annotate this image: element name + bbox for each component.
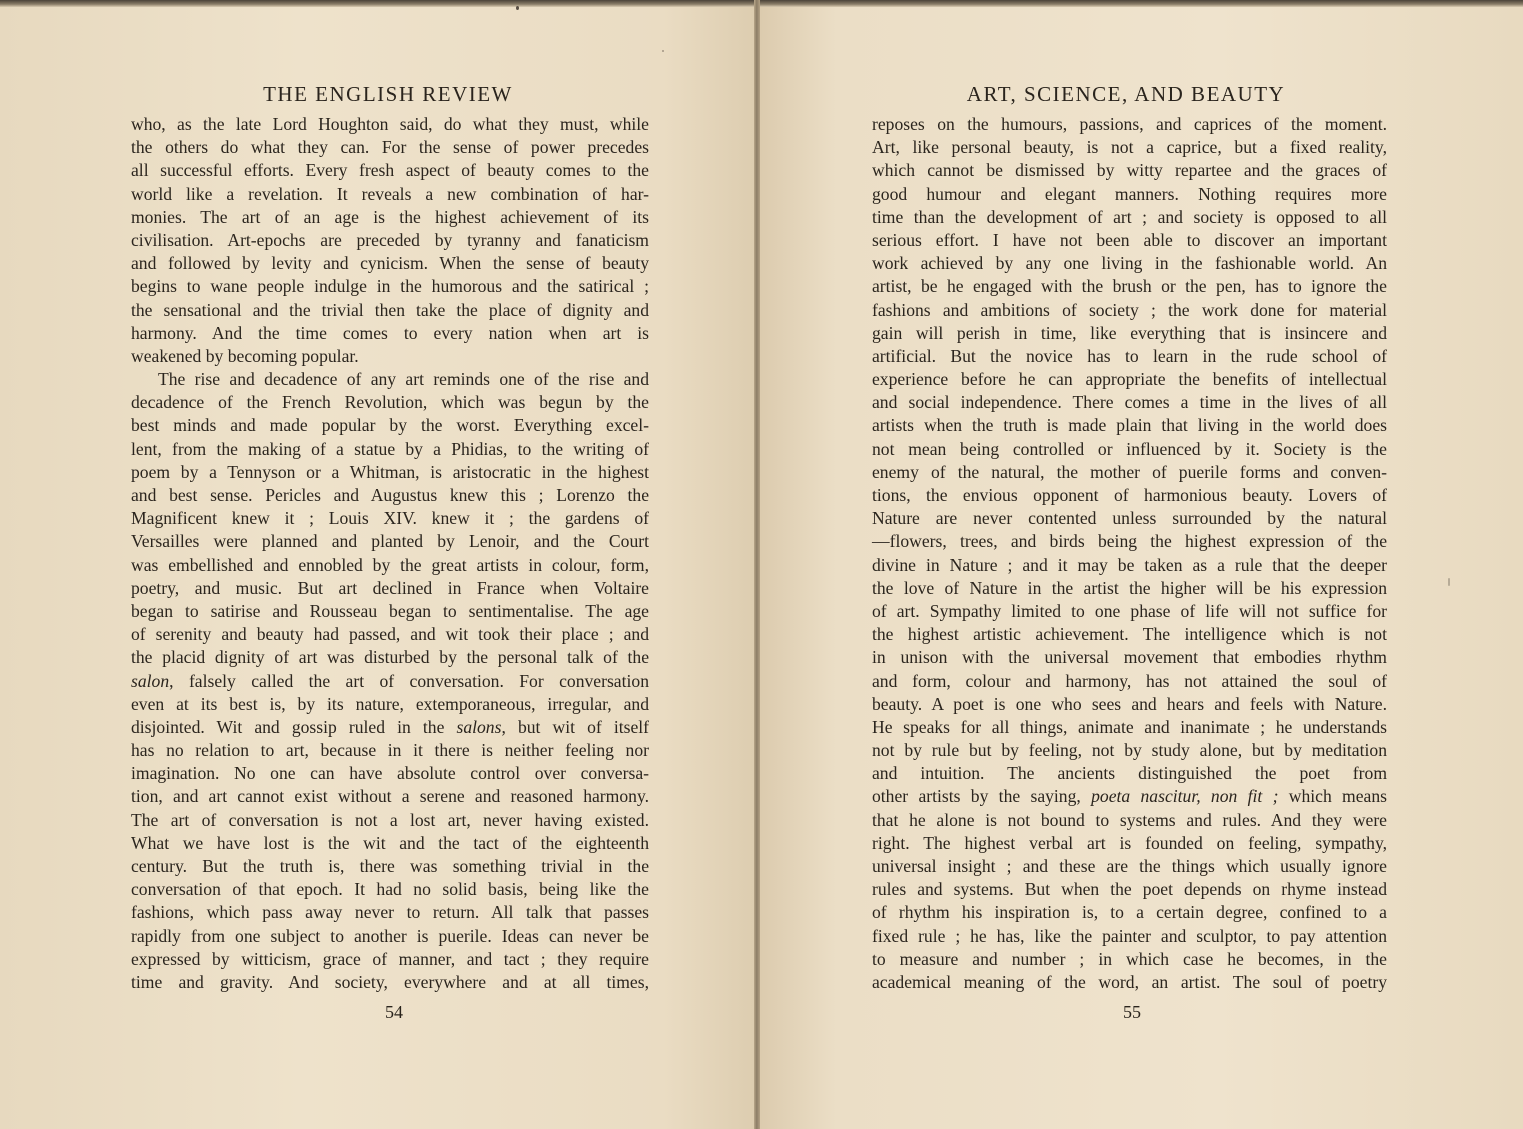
text-line: Art, like personal beauty, is not a caprice, but a fixed reality,: [872, 137, 1387, 158]
left-page-body: [131, 113, 649, 994]
text-line: academical meaning of the word, an artist. The soul of poetry: [872, 971, 1387, 992]
right-page: [760, 7, 1523, 1129]
text-line: decadence of the French Revolution, which was begun by the: [131, 392, 649, 413]
text-line: Nature are never contented unless surrounded by the natural: [872, 508, 1387, 529]
text-line: tions, the envious opponent of harmonious beauty. Lovers of: [872, 485, 1387, 505]
text-line: beauty. A poet is one who sees and hears and feels with Nature.: [872, 693, 1387, 714]
page-number-right: 55: [1123, 1002, 1141, 1022]
page-number-left: 54: [385, 1002, 403, 1022]
text-line: gain will perish in time, like everything that is insincere and: [872, 322, 1387, 343]
text-line: time and gravity. And society, everywhere and at all times,: [131, 971, 649, 992]
text-line: civilisation. Art-epochs are preceded by tyranny and fanaticism: [131, 229, 649, 250]
text-line: the others do what they can. For the sense of power precedes: [131, 137, 649, 158]
left-page: [0, 7, 754, 1129]
text-line: world like a revelation. It reveals a new combination of har-: [131, 183, 649, 204]
text-line: He speaks for all things, animate and inanimate ; he understands: [872, 716, 1387, 737]
text-line: right. The highest verbal art is founded on feeling, sympathy,: [872, 832, 1387, 853]
text-line: not by rule but by feeling, not by study alone, but by meditation: [872, 740, 1387, 761]
book-top-edge: [0, 0, 1523, 7]
text-line: the placid dignity of art was disturbed by the personal talk of the: [131, 647, 649, 668]
text-line: rules and systems. But when the poet depends on rhyme instead: [872, 879, 1387, 900]
text-line: even at its best is, by its nature, extemporaneous, irregular, and: [131, 693, 649, 714]
text-line: best minds and made popular by the worst. Everything excel-: [131, 415, 649, 436]
text-line: the love of Nature in the artist the higher will be his expression: [872, 577, 1387, 598]
text-line: century. But the truth is, there was something trivial in the: [131, 856, 649, 876]
text-line: and social independence. There comes a time in the lives of all: [872, 392, 1387, 413]
text-line: What we have lost is the wit and the tact of the eighteenth: [131, 832, 649, 853]
paper-speck: [516, 6, 519, 10]
text-line: The rise and decadence of any art reminds one of the rise and: [158, 369, 649, 390]
text-line: begins to wane people indulge in the humorous and the satirical ;: [131, 276, 649, 297]
text-line: disjointed. Wit and gossip ruled in the salons, but wit of itself: [131, 716, 649, 737]
text-line: has no relation to art, because in it there is neither feeling nor: [131, 740, 649, 761]
text-line: in unison with the universal movement that embodies rhythm: [872, 647, 1387, 668]
right-page-body: [872, 113, 1387, 994]
text-line: time than the development of art ; and society is opposed to all: [872, 206, 1387, 227]
text-line: universal insight ; and these are the things which usually ignore: [872, 856, 1387, 876]
text-line: fixed rule ; he has, like the painter and sculptor, to pay attention: [872, 925, 1387, 946]
text-line: enemy of the natural, the mother of puerile forms and conven-: [872, 461, 1387, 482]
running-head-left: THE ENGLISH REVIEW: [263, 82, 513, 106]
text-line: artist, be he engaged with the brush or the pen, has to ignore the: [872, 276, 1387, 297]
text-line: and form, colour and harmony, has not attained the soul of: [872, 670, 1387, 691]
text-line: lent, from the making of a statue by a Phidias, to the writing of: [131, 438, 649, 459]
text-line: to measure and number ; in which case he becomes, in the: [872, 948, 1387, 969]
text-line: Versailles were planned and planted by Lenoir, and the Court: [131, 531, 649, 552]
text-line: and intuition. The ancients distinguished the poet from: [872, 763, 1387, 784]
text-line: serious effort. I have not been able to discover an important: [872, 229, 1387, 250]
text-line: of rhythm his inspiration is, to a certain degree, confined to a: [872, 902, 1387, 923]
text-line: fashions and ambitions of society ; the work done for material: [872, 299, 1387, 320]
text-line: the sensational and the trivial then take the place of dignity and: [131, 299, 649, 320]
text-line: Magnificent knew it ; Louis XIV. knew it ; the gardens of: [131, 508, 649, 529]
paper-speck: [1448, 578, 1450, 586]
text-line: rapidly from one subject to another is puerile. Ideas can never be: [131, 925, 649, 946]
text-line: was embellished and ennobled by the great artists in colour, form,: [131, 554, 649, 575]
text-line: monies. The art of an age is the highest achievement of its: [131, 206, 649, 227]
text-line: all successful efforts. Every fresh aspect of beauty comes to the: [131, 160, 649, 181]
text-line: began to satirise and Rousseau began to sentimentalise. The age: [131, 600, 649, 621]
text-line: work achieved by any one living in the fashionable world. An: [872, 253, 1387, 274]
text-line: who, as the late Lord Houghton said, do what they must, while: [131, 114, 649, 134]
text-line: poem by a Tennyson or a Whitman, is aristocratic in the highest: [131, 461, 649, 482]
text-line: and followed by levity and cynicism. When the sense of beauty: [131, 253, 649, 274]
text-line: harmony. And the time comes to every nation when art is: [131, 322, 649, 343]
text-line: imagination. No one can have absolute control over conversa-: [131, 763, 649, 784]
text-line: that he alone is not bound to systems and rules. And they were: [872, 809, 1387, 830]
running-head-right: ART, SCIENCE, AND BEAUTY: [966, 82, 1286, 106]
text-line: the highest artistic achievement. The intelligence which is not: [872, 624, 1387, 645]
text-line: poetry, and music. But art declined in France when Voltaire: [131, 577, 649, 598]
text-line: divine in Nature ; and it may be taken as a rule that the deeper: [872, 554, 1387, 575]
text-line: fashions, which pass away never to return. All talk that passes: [131, 902, 649, 923]
text-line: weakened by becoming popular.: [131, 345, 359, 366]
paper-speck: [662, 50, 664, 52]
text-line: expressed by witticism, grace of manner, and tact ; they require: [131, 948, 649, 969]
text-line: experience before he can appropriate the benefits of intellectual: [872, 369, 1387, 390]
text-line: other artists by the saying, poeta nascitur, non fit ; which means: [872, 786, 1387, 807]
text-line: which cannot be dismissed by witty repartee and the graces of: [872, 160, 1387, 181]
text-line: reposes on the humours, passions, and caprices of the moment.: [872, 114, 1387, 134]
text-line: good humour and elegant manners. Nothing requires more: [872, 183, 1387, 204]
text-line: not mean being controlled or influenced by it. Society is the: [872, 438, 1387, 459]
text-line: of serenity and beauty had passed, and wit took their place ; and: [131, 624, 649, 645]
text-line: tion, and art cannot exist without a serene and reasoned harmony.: [131, 786, 649, 807]
text-line: and best sense. Pericles and Augustus knew this ; Lorenzo the: [131, 485, 649, 505]
text-line: salon, falsely called the art of conversation. For conversation: [131, 670, 649, 691]
text-line: conversation of that epoch. It had no solid basis, being like the: [131, 879, 649, 900]
text-line: artificial. But the novice has to learn in the rude school of: [872, 345, 1387, 366]
text-line: artists when the truth is made plain that living in the world does: [872, 415, 1387, 436]
text-line: of art. Sympathy limited to one phase of life will not suffice for: [872, 600, 1387, 621]
text-line: The art of conversation is not a lost art, never having existed.: [131, 809, 649, 830]
text-line: —flowers, trees, and birds being the highest expression of the: [872, 531, 1387, 552]
